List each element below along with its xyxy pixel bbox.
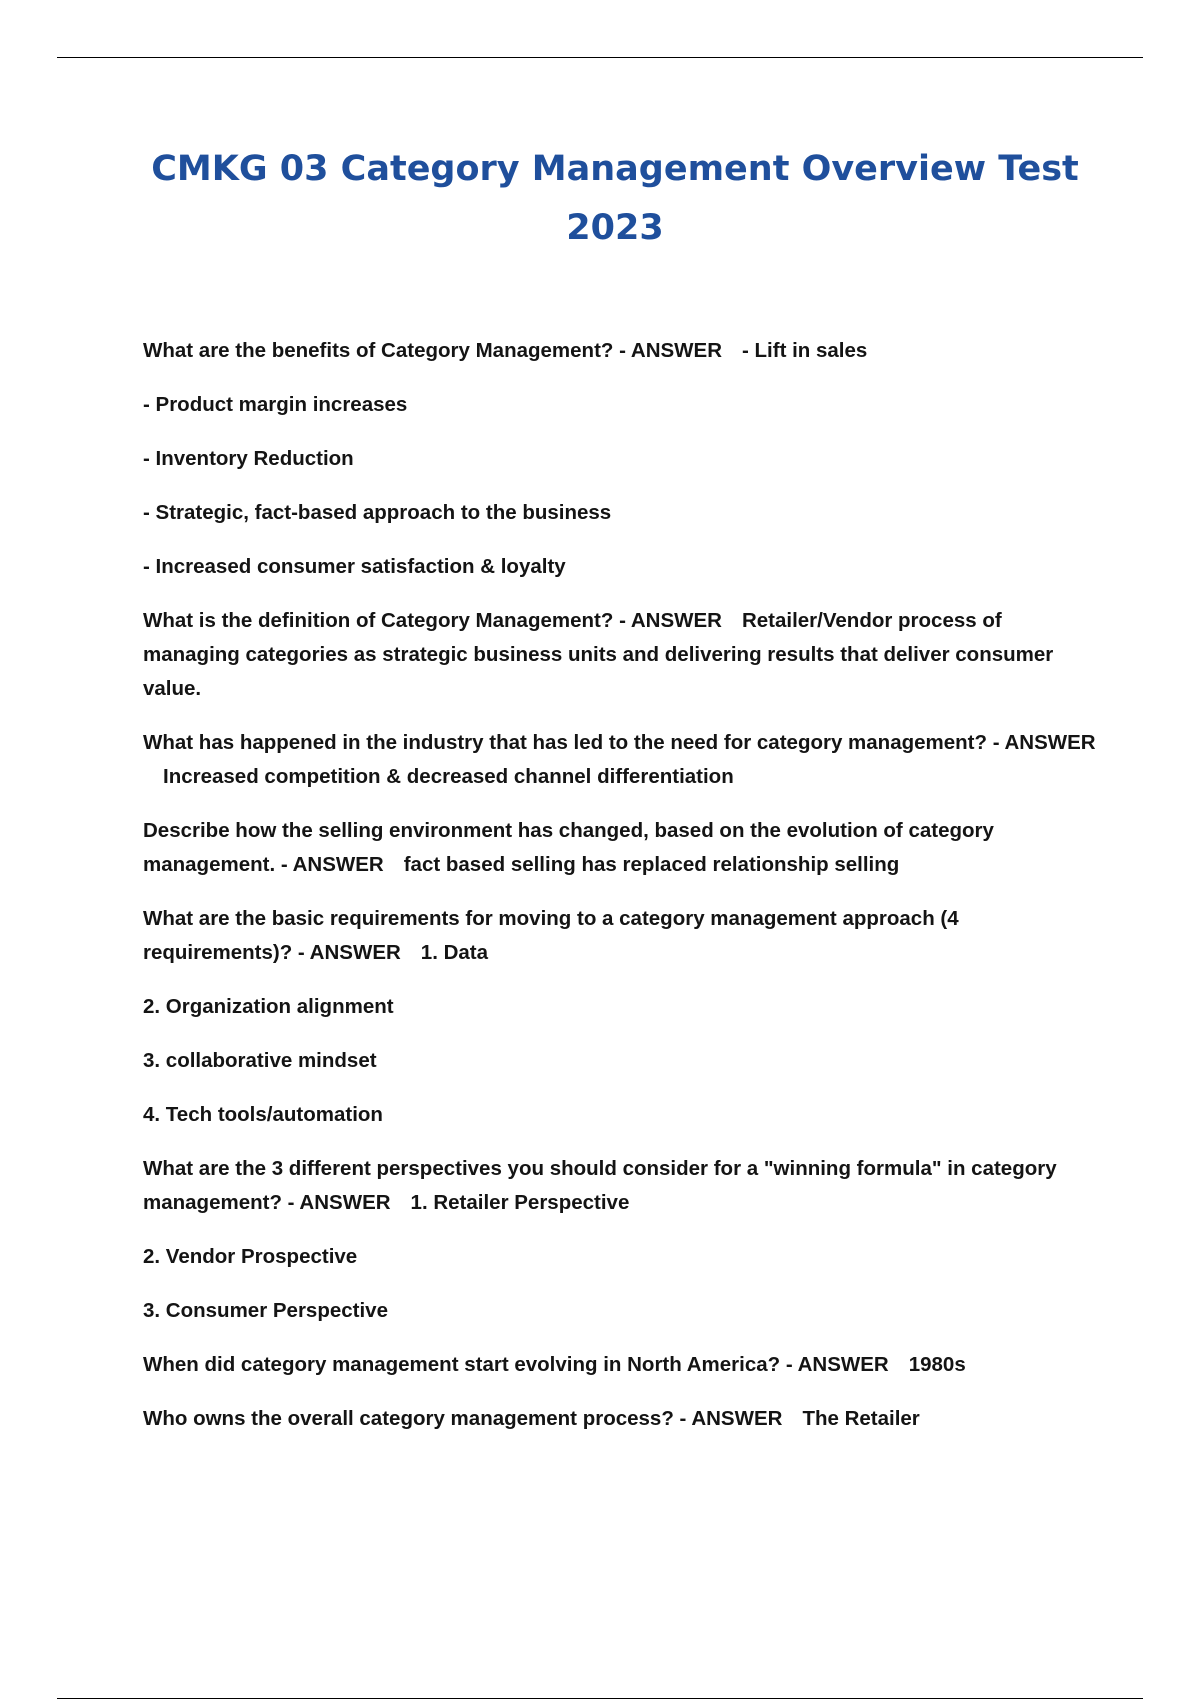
answer-line: - Increased consumer satisfaction & loyalty bbox=[143, 555, 566, 578]
footer-rule bbox=[57, 1698, 1143, 1699]
qa-item bbox=[143, 814, 1103, 882]
question: What is the definition of Category Management? - ANSWER bbox=[143, 609, 722, 632]
answer-line: 3. Consumer Perspective bbox=[143, 1299, 388, 1322]
answer: Increased competition & decreased channel differentiation bbox=[163, 765, 734, 788]
answer: Retailer/Vendor process of managing categories as strategic business units and delivering results that deliver consumer value. bbox=[143, 609, 1054, 700]
question: Who owns the overall category management process? - ANSWER bbox=[143, 1407, 783, 1430]
question: When did category management start evolving in North America? - ANSWER bbox=[143, 1353, 889, 1376]
qa-item bbox=[143, 604, 1103, 706]
question: What has happened in the industry that has led to the need for category management? - ANSWER bbox=[143, 731, 1096, 754]
question: What are the basic requirements for moving to a category management approach (4 requirements)? - ANSWER bbox=[143, 907, 959, 964]
answer-line: 2. Vendor Prospective bbox=[143, 1245, 358, 1268]
answer-line: - Product margin increases bbox=[143, 393, 408, 416]
qa-item bbox=[143, 334, 1103, 368]
answer: 1. Retailer Perspective bbox=[410, 1191, 630, 1214]
answer: The Retailer bbox=[802, 1407, 920, 1430]
question: What are the 3 different perspectives you should consider for a "winning formula" in category management? - ANSWER bbox=[143, 1157, 1057, 1214]
qa-item bbox=[143, 726, 1103, 794]
document-title: CMKG 03 Category Management Overview Test 2023 bbox=[151, 149, 1079, 248]
answer-line: 2. Organization alignment bbox=[143, 995, 394, 1018]
answer: fact based selling has replaced relationship selling bbox=[403, 853, 900, 876]
question: What are the benefits of Category Management? - ANSWER bbox=[143, 339, 722, 362]
answer-line: - Inventory Reduction bbox=[143, 447, 354, 470]
answer-line: 4. Tech tools/automation bbox=[143, 1103, 383, 1126]
qa-item bbox=[143, 902, 1103, 970]
answer: 1. Data bbox=[420, 941, 489, 964]
answer: 1980s bbox=[908, 1353, 966, 1376]
answer: - Lift in sales bbox=[742, 339, 868, 362]
qa-item bbox=[143, 1152, 1103, 1220]
header-rule bbox=[57, 57, 1143, 58]
answer-line: 3. collaborative mindset bbox=[143, 1049, 377, 1072]
question: Describe how the selling environment has changed, based on the evolution of category management. - ANSWER bbox=[143, 819, 994, 876]
qa-item bbox=[143, 1402, 1103, 1436]
answer-line: - Strategic, fact-based approach to the business bbox=[143, 501, 612, 524]
qa-list bbox=[143, 334, 1103, 1456]
qa-item bbox=[143, 1348, 1103, 1382]
